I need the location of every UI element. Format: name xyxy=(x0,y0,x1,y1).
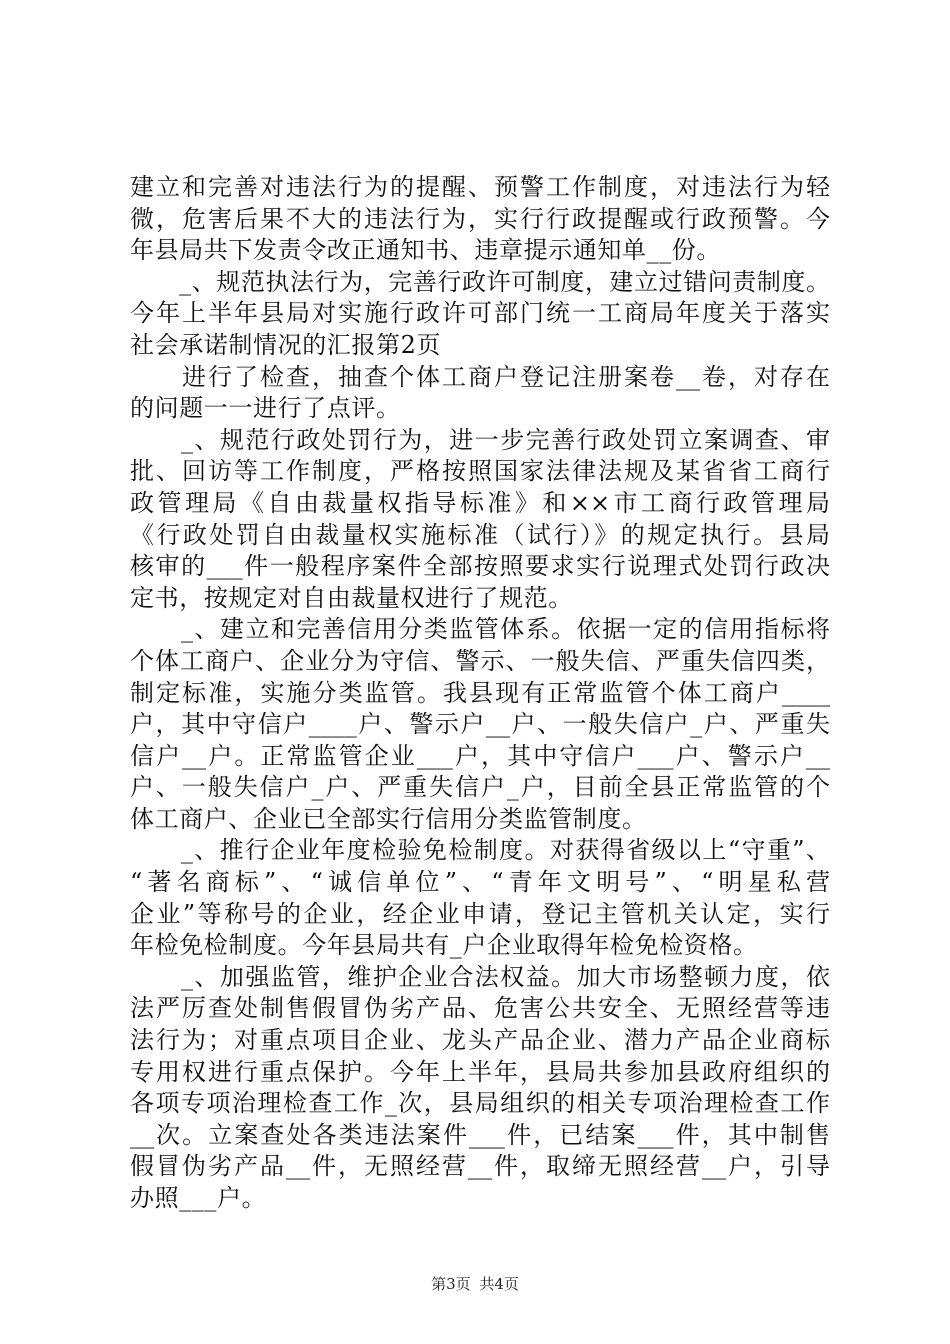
text-line: 《行政处罚自由裁量权实施标准（试行）》的规定执行。县局 xyxy=(130,520,830,549)
text-line: 户、一般失信户_户、严重失信户_户，目前全县正常监管的个 xyxy=(130,773,830,802)
text-line: _、加强监管，维护企业合法权益。加大市场整顿力度，依 xyxy=(130,962,830,991)
text-line: 各项专项治理检查工作_次，县局组织的相关专项治理检查工作 xyxy=(130,1089,830,1118)
text-line: 年检免检制度。今年县局共有_户企业取得年检免检资格。 xyxy=(130,931,758,960)
text-line: 微，危害后果不大的违法行为，实行行政提醒或行政预警。今 xyxy=(130,204,830,233)
text-line: _、推行企业年度检验免检制度。对获得省级以上“守重”、 xyxy=(130,836,830,865)
text-line: 社会承诺制情况的汇报第2页 xyxy=(130,330,442,359)
text-line: __次。立案查处各类违法案件___件，已结案___件，其中制售 xyxy=(130,1120,830,1149)
text-line: _、建立和完善信用分类监管体系。依据一定的信用指标将 xyxy=(130,615,830,644)
text-line: 假冒伪劣产品__件，无照经营__件，取缔无照经营__户，引导 xyxy=(130,1152,830,1181)
text-line: 法行为；对重点项目企业、龙头产品企业、潜力产品企业商标 xyxy=(130,1026,830,1055)
text-line: 专用权进行重点保护。今年上半年，县局共参加县政府组织的 xyxy=(130,1057,830,1086)
text-line: 个体工商户、企业分为守信、警示、一般失信、严重失信四类， xyxy=(130,646,830,675)
page-total: 共4页 xyxy=(479,1275,519,1293)
text-line: 信户__户。正常监管企业___户，其中守信户___户、警示户__ xyxy=(130,741,830,770)
text-line: _、规范行政处罚行为，进一步完善行政处罚立案调查、审 xyxy=(130,425,830,454)
text-line: 体工商户、企业已全部实行信用分类监管制度。 xyxy=(130,804,647,833)
text-line: 核审的___件一般程序案件全部按照要求实行说理式处罚行政决 xyxy=(130,552,830,581)
text-line: 今年上半年县局对实施行政许可部门统一工商局年度关于落实 xyxy=(130,299,830,328)
text-line: “著名商标”、“诚信单位”、“青年文明号”、“明星私营 xyxy=(130,868,830,897)
text-line: 批、回访等工作制度，严格按照国家法律法规及某省省工商行 xyxy=(130,457,830,486)
text-line: 户，其中守信户____户、警示户__户、一般失信户_户、严重失 xyxy=(130,710,830,739)
text-line: 制定标准，实施分类监管。我县现有正常监管个体工商户____ xyxy=(130,678,830,707)
document-body xyxy=(130,172,830,1215)
text-line: 法严厉查处制售假冒伪劣产品、危害公共安全、无照经营等违 xyxy=(130,994,830,1023)
text-line: 企业”等称号的企业，经企业申请，登记主管机关认定，实行 xyxy=(130,899,830,928)
page-footer xyxy=(0,1274,950,1294)
text-line: 办照___户。 xyxy=(130,1184,267,1212)
text-line: 建立和完善对违法行为的提醒、预警工作制度，对违法行为轻 xyxy=(130,173,830,201)
text-line: 年县局共下发责令改正通知书、违章提示通知单__份。 xyxy=(130,236,721,265)
text-line: _、规范执法行为，完善行政许可制度，建立过错问责制度。 xyxy=(130,267,830,296)
text-line: 的问题一一进行了点评。 xyxy=(130,394,401,423)
text-line: 进行了检查，抽查个体工商户登记注册案卷__卷，对存在 xyxy=(130,362,830,391)
text-line: 定书，按规定对自由裁量权进行了规范。 xyxy=(130,583,573,612)
page-number: 第3页 xyxy=(431,1275,471,1293)
text-line: 政管理局《自由裁量权指导标准》和××市工商行政管理局 xyxy=(130,488,830,517)
